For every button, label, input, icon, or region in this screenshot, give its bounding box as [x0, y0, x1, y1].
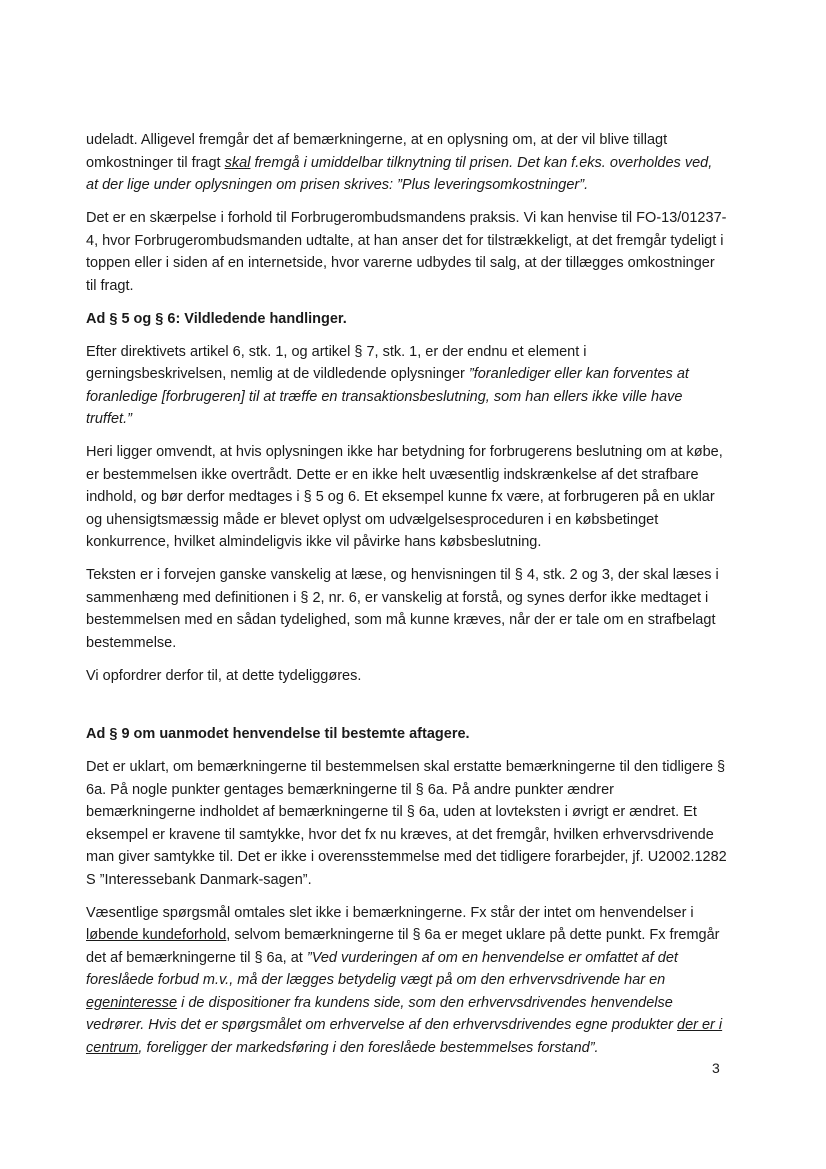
underlined-emphasis: skal	[224, 154, 251, 171]
underlined-emphasis: egeninteresse	[86, 994, 178, 1011]
paragraph-direktivets-artikel	[86, 341, 727, 431]
paragraph-vanskelig-tekst: Teksten er i forvejen ganske vanskelig at læse, og henvisningen til § 4, stk. 2 og 3, der skal læses i sammenhæng med definitionen i § 2, nr. 6, er vanskelig at forstå, og synes derfor ikke medtaget i bestemmelsen med en sådan tydelighed, som må kunne kræves, når der er tale om en strafbelagt bestemmelse.	[86, 567, 719, 651]
page-body	[86, 129, 727, 1070]
text-run: Efter direktivets artikel 6, stk. 1, og artikel § 7, stk. 1, er der endnu et element i gerningsbeskrivelsen, nemlig at de vildledende oplysninger	[86, 343, 587, 382]
text-run: , selvom bemærkningerne til § 6a er meget uklare på dette punkt. Fx fremgår det af bemærkningerne til § 6a, at	[86, 927, 720, 966]
italic-text: fremgå i umiddelbar tilknytning til prisen. Det kan f.eks. overholdes ved, at der lige under oplysningen om prisen skrives: ”Plus leveringsomkostninger”.	[86, 154, 713, 193]
paragraph-fragt-omkostninger	[86, 129, 727, 197]
section-heading-9: Ad § 9 om uanmodet henvendelse til bestemte aftagere.	[86, 726, 470, 742]
underlined-emphasis: der er i centrum	[86, 1017, 723, 1056]
paragraph-opfordring: Vi opfordrer derfor til, at dette tydeliggøres.	[86, 667, 362, 684]
italic-quote: i de dispositioner fra kundens side, som den erhvervsdrivendes henvendelse vedrører. Hvis det er spørgsmålet om erhvervelse af den erhvervsdrivendes egne produkter	[86, 994, 677, 1033]
italic-quote: , foreligger der markedsføring i den foreslåede bestemmelses forstand”.	[138, 1039, 599, 1056]
paragraph-forbrugerombudsmand-praksis: Det er en skærpelse i forhold til Forbrugerombudsmandens praksis. Vi kan henvise til FO-13/01237-4, hvor Forbrugerombudsmanden udtalte, at han anser det for tilstrækkeligt, at det fremgår tydeligt i toppen eller i siden af en internetside, hvor varerne udbydes til salg, at der tillægges omkostninger til fragt.	[86, 210, 727, 294]
paragraph-omvendt: Heri ligger omvendt, at hvis oplysningen ikke har betydning for forbrugerens beslutning om at købe, er bestemmelsen ikke overtrådt. Dette er en ikke helt uvæsentlig indskrænkelse af det strafbare indhold, og bør derfor medtages i § 5 og 6. Et eksempel kunne fx være, at forbrugeren på en uklar og uhensigtsmæssig måde er blevet oplyst om udvælgelsesproceduren i en købsbetinget konkurrence, hvilket almindeligvis ikke vil påvirke hans købsbeslutning.	[86, 444, 723, 550]
text-run: udeladt. Alligevel fremgår det af bemærkningerne, at en oplysning om, at der vil blive tillagt omkostninger til fragt	[86, 132, 668, 171]
page-number: 3	[712, 1060, 720, 1076]
italic-quote: ”Ved vurderingen af om en henvendelse er omfattet af det foreslåede forbud m.v., må der lægges betydelig vægt på om den erhvervsdrivende har en	[86, 949, 678, 988]
italic-quote: ”foranlediger eller kan forventes at foranledige [forbrugeren] til at træffe en transaktionsbeslutning, som han ellers ikke ville have truffet.”	[86, 366, 689, 427]
paragraph-uklart: Det er uklart, om bemærkningerne til bestemmelsen skal erstatte bemærkningerne til den tidligere § 6a. På nogle punkter gentages bemærkningerne til § 6a. På andre punkter ændrer bemærkningerne indholdet af bemærkningerne til § 6a, uden at lovteksten i øvrigt er ændret. Et eksempel er kravene til samtykke, hvor det fx nu kræves, at det fremgår, hvilken erhvervsdrivende man giver samtykke til. Det er ikke i overensstemmelse med det tidligere forarbejder, jf. U2002.1282 S ”Interessebank Danmark-sagen”.	[86, 759, 727, 888]
section-heading-5-6: Ad § 5 og § 6: Vildledende handlinger.	[86, 310, 347, 327]
underlined-text: løbende kundeforhold	[86, 927, 227, 943]
paragraph-vaesentlige-spoergsmaal	[86, 902, 727, 1060]
text-run: Væsentlige spørgsmål omtales slet ikke i bemærkningerne. Fx står der intet om henvendelser i	[86, 904, 694, 921]
